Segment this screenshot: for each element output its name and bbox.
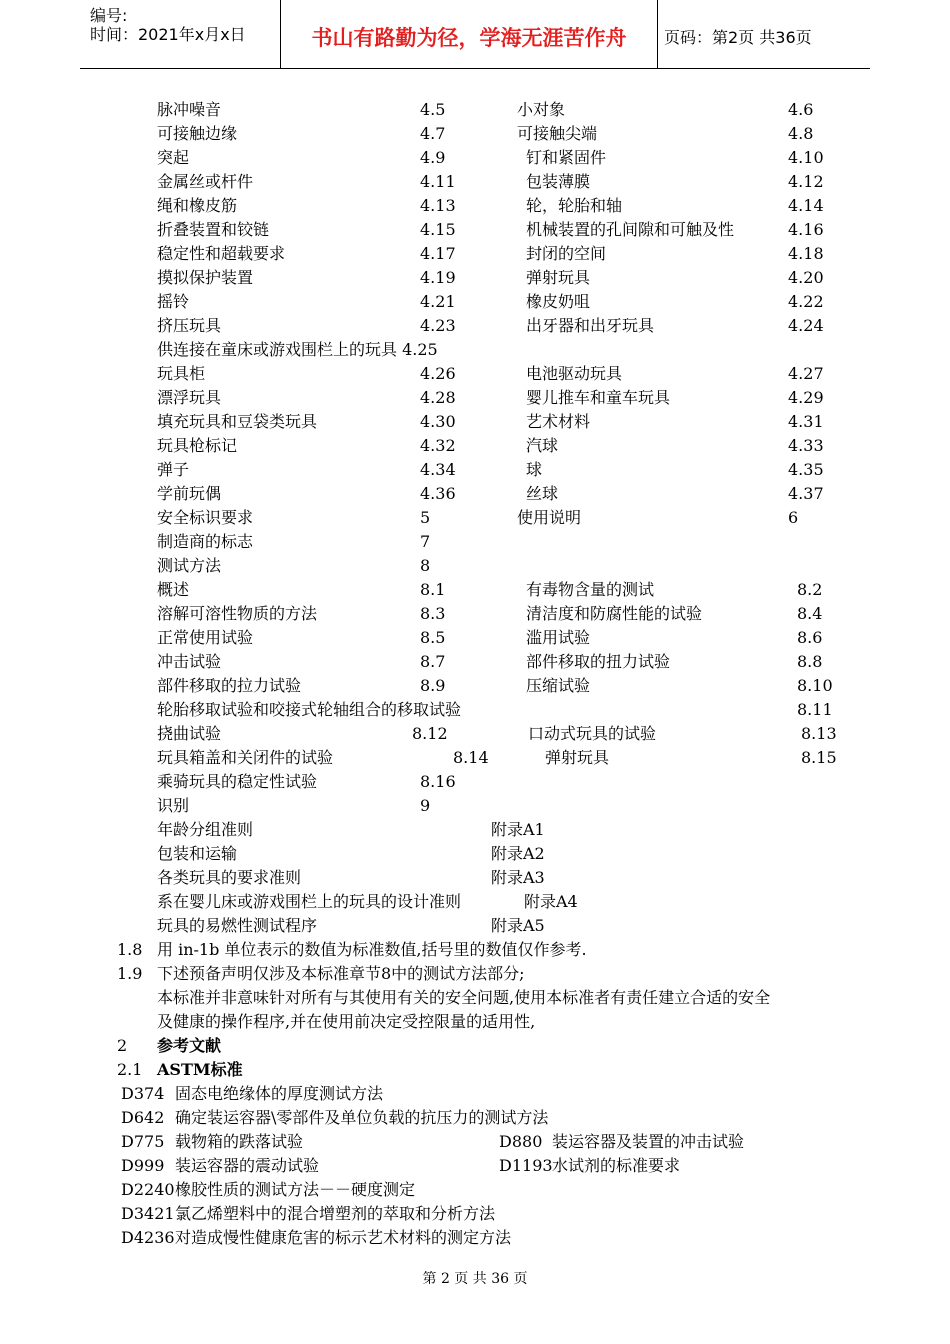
appendix-number: 附录A1 bbox=[491, 820, 545, 839]
toc-item-number: 8.2 bbox=[797, 580, 823, 599]
toc-item-number: 4.5 bbox=[420, 100, 446, 119]
appendix-title: 年龄分组准则 bbox=[157, 820, 254, 839]
toc-item-title: 冲击试验 bbox=[157, 652, 222, 671]
toc-item-title: 玩具箱盖和关闭件的试验 bbox=[157, 748, 334, 767]
appendix-number: 附录A4 bbox=[524, 892, 578, 911]
header-motto: 书山有路勤为径，学海无涯苦作舟 bbox=[311, 26, 627, 50]
toc-item-title: 口动式玩具的试验 bbox=[528, 724, 657, 743]
toc-item-title: 使用说明 bbox=[517, 508, 582, 527]
toc-item-number: 4.16 bbox=[788, 220, 824, 239]
toc-item-title: 弹射玩具 bbox=[526, 268, 591, 287]
toc-item-title: 轮，轮胎和轴 bbox=[526, 196, 623, 215]
reference-title: 确定装运容器\零部件及单位负载的抗压力的测试方法 bbox=[175, 1108, 549, 1127]
toc-item-number: 4.35 bbox=[788, 460, 824, 479]
toc-item-title: 正常使用试验 bbox=[157, 628, 254, 647]
toc-item-number: 4.21 bbox=[420, 292, 456, 311]
toc-item-number: 8.7 bbox=[420, 652, 446, 671]
toc-item-title: 部件移取的扭力试验 bbox=[526, 652, 671, 671]
toc-item-title: 玩具枪标记 bbox=[157, 436, 238, 455]
toc-item-title: 可接触尖端 bbox=[517, 124, 598, 143]
toc-item-number: 8.11 bbox=[797, 700, 833, 719]
toc-item-number: 4.18 bbox=[788, 244, 824, 263]
toc-item-title: 弹子 bbox=[157, 460, 190, 479]
appendix-number: 附录A3 bbox=[491, 868, 545, 887]
section-number: 2 bbox=[117, 1036, 128, 1055]
reference-code: D880 bbox=[499, 1132, 543, 1151]
toc-item-title: 可接触边缘 bbox=[157, 124, 238, 143]
reference-code: D775 bbox=[121, 1132, 165, 1151]
toc-item-number: 4.33 bbox=[788, 436, 824, 455]
toc-item-title: 折叠装置和铰链 bbox=[157, 220, 270, 239]
toc-item-number: 4.17 bbox=[420, 244, 456, 263]
toc-item-number: 4.29 bbox=[788, 388, 824, 407]
toc-item-title: 橡皮奶咀 bbox=[526, 292, 591, 311]
appendix-title: 系在婴儿床或游戏围栏上的玩具的设计准则 bbox=[157, 892, 462, 911]
toc-item-title: 小对象 bbox=[517, 100, 566, 119]
toc-item-number: 4.10 bbox=[788, 148, 824, 167]
appendix-number: 附录A5 bbox=[491, 916, 545, 935]
toc-item-number: 8.6 bbox=[797, 628, 823, 647]
toc-item-title: 制造商的标志 bbox=[157, 532, 254, 551]
toc-item-title: 识别 bbox=[157, 796, 190, 815]
reference-code: D642 bbox=[121, 1108, 165, 1127]
section-number: 1.9 bbox=[117, 964, 143, 983]
appendix-title: 各类玩具的要求准则 bbox=[157, 868, 302, 887]
toc-item-number: 4.8 bbox=[788, 124, 814, 143]
reference-title: 固态电绝缘体的厚度测试方法 bbox=[175, 1084, 384, 1103]
toc-item-number: 8.1 bbox=[420, 580, 446, 599]
header-page-info: 页码：第2页 共36页 bbox=[664, 28, 812, 47]
toc-item-number: 4.36 bbox=[420, 484, 456, 503]
toc-item-number: 4.6 bbox=[788, 100, 814, 119]
toc-item-title: 绳和橡皮筋 bbox=[157, 196, 238, 215]
toc-item-number: 5 bbox=[420, 508, 431, 527]
toc-item-number: 4.27 bbox=[788, 364, 824, 383]
appendix-number: 附录A2 bbox=[491, 844, 545, 863]
toc-item-title: 稳定性和超载要求 bbox=[157, 244, 286, 263]
toc-item-number: 8.13 bbox=[801, 724, 837, 743]
toc-item-title: 金属丝或杆件 bbox=[157, 172, 254, 191]
toc-item-number: 4.31 bbox=[788, 412, 824, 431]
toc-item-number: 4.12 bbox=[788, 172, 824, 191]
toc-item-title: 电池驱动玩具 bbox=[526, 364, 623, 383]
toc-item-title: 机械装置的孔间隙和可触及性 bbox=[526, 220, 735, 239]
toc-item-title: 挠曲试验 bbox=[157, 724, 222, 743]
toc-item-title: 突起 bbox=[157, 148, 190, 167]
toc-item-title: 压缩试验 bbox=[526, 676, 591, 695]
section-number: 1.8 bbox=[117, 940, 143, 959]
reference-title: 对造成慢性健康危害的标示艺术材料的测定方法 bbox=[175, 1228, 512, 1247]
toc-item-number: 4.30 bbox=[420, 412, 456, 431]
document-number-label: 编号: bbox=[90, 6, 128, 25]
toc-item-title: 测试方法 bbox=[157, 556, 222, 575]
reference-code: D4236 bbox=[121, 1228, 175, 1247]
toc-item-title: 概述 bbox=[157, 580, 190, 599]
appendix-title: 包装和运输 bbox=[157, 844, 238, 863]
toc-item-title: 轮胎移取试验和咬接式轮轴组合的移取试验 bbox=[157, 700, 462, 719]
toc-item-number: 4.26 bbox=[420, 364, 456, 383]
page-footer: 第 2 页 共 36 页 bbox=[422, 1271, 528, 1287]
toc-item-number: 4.32 bbox=[420, 436, 456, 455]
toc-item-number: 4.7 bbox=[420, 124, 446, 143]
toc-item-title: 清洁度和防腐性能的试验 bbox=[526, 604, 703, 623]
toc-item-title: 摸拟保护装置 bbox=[157, 268, 254, 287]
header-divider bbox=[657, 0, 658, 68]
toc-item-title: 封闭的空间 bbox=[526, 244, 607, 263]
toc-item-number: 4.11 bbox=[420, 172, 456, 191]
section-number: 2.1 bbox=[117, 1060, 143, 1079]
toc-item-number: 4.13 bbox=[420, 196, 456, 215]
toc-item-title: 脉冲噪音 bbox=[157, 100, 222, 119]
section-heading: ASTM标准 bbox=[157, 1060, 243, 1079]
toc-item-title: 乘骑玩具的稳定性试验 bbox=[157, 772, 318, 791]
appendix-title: 玩具的易燃性测试程序 bbox=[157, 916, 318, 935]
toc-item-number: 9 bbox=[420, 796, 431, 815]
toc-item-number: 8.12 bbox=[412, 724, 448, 743]
toc-item-number: 4.14 bbox=[788, 196, 824, 215]
toc-item-title: 部件移取的拉力试验 bbox=[157, 676, 302, 695]
toc-item-title: 丝球 bbox=[526, 484, 559, 503]
toc-item-title: 滥用试验 bbox=[526, 628, 591, 647]
toc-item-number: 6 bbox=[788, 508, 799, 527]
toc-item-title: 玩具柜 bbox=[157, 364, 206, 383]
reference-title: 水试剂的标准要求 bbox=[552, 1156, 681, 1175]
toc-item-number: 4.24 bbox=[788, 316, 824, 335]
toc-item-title: 有毒物含量的测试 bbox=[526, 580, 655, 599]
reference-title: 装运容器的震动试验 bbox=[175, 1156, 320, 1175]
toc-item-number: 8.5 bbox=[420, 628, 446, 647]
toc-item-title: 包装薄膜 bbox=[526, 172, 591, 191]
toc-item-title: 艺术材料 bbox=[526, 412, 591, 431]
toc-item-number: 4.19 bbox=[420, 268, 456, 287]
toc-item-number: 8.4 bbox=[797, 604, 823, 623]
toc-item-title: 漂浮玩具 bbox=[157, 388, 222, 407]
reference-title: 氯乙烯塑料中的混合增塑剂的萃取和分析方法 bbox=[175, 1204, 496, 1223]
reference-code: D3421 bbox=[121, 1204, 175, 1223]
toc-item-number: 8 bbox=[420, 556, 431, 575]
reference-code: D2240 bbox=[121, 1180, 175, 1199]
toc-item-title: 婴儿推车和童车玩具 bbox=[526, 388, 671, 407]
toc-item-number: 4.37 bbox=[788, 484, 824, 503]
toc-item-number: 7 bbox=[420, 532, 431, 551]
toc-item-number: 4.15 bbox=[420, 220, 456, 239]
reference-code: D1193 bbox=[499, 1156, 553, 1175]
toc-item-title: 汽球 bbox=[526, 436, 559, 455]
toc-item-title: 学前玩偶 bbox=[157, 484, 222, 503]
reference-title: 装运容器及装置的冲击试验 bbox=[552, 1132, 745, 1151]
toc-item-number: 8.15 bbox=[801, 748, 837, 767]
reference-title: 橡胶性质的测试方法－－硬度测定 bbox=[175, 1180, 416, 1199]
toc-item-title: 填充玩具和豆袋类玩具 bbox=[157, 412, 318, 431]
toc-item-number: 8.3 bbox=[420, 604, 446, 623]
toc-item-title: 安全标识要求 bbox=[157, 508, 254, 527]
page-header bbox=[80, 0, 870, 69]
section-text: 用 in-1b 单位表示的数值为标准数值,括号里的数值仅作参考. bbox=[157, 940, 587, 959]
toc-item-number: 8.16 bbox=[420, 772, 456, 791]
header-divider bbox=[280, 0, 281, 68]
toc-item-number: 4.23 bbox=[420, 316, 456, 335]
section-text: 本标准并非意味针对所有与其使用有关的安全问题,使用本标准者有责任建立合适的安全 bbox=[157, 988, 771, 1007]
toc-item-title: 球 bbox=[526, 460, 543, 479]
toc-item-title: 弹射玩具 bbox=[545, 748, 610, 767]
toc-item-number: 8.10 bbox=[797, 676, 833, 695]
reference-code: D999 bbox=[121, 1156, 165, 1175]
reference-title: 载物箱的跌落试验 bbox=[175, 1132, 304, 1151]
section-heading: 参考文献 bbox=[157, 1036, 222, 1055]
toc-item-title: 供连接在童床或游戏围栏上的玩具 4.25 bbox=[157, 340, 438, 359]
toc-item-number: 4.22 bbox=[788, 292, 824, 311]
toc-item-number: 8.14 bbox=[453, 748, 489, 767]
toc-item-number: 4.34 bbox=[420, 460, 456, 479]
toc-item-title: 溶解可溶性物质的方法 bbox=[157, 604, 318, 623]
toc-item-title: 出牙器和出牙玩具 bbox=[526, 316, 655, 335]
section-text: 及健康的操作程序,并在使用前决定受控限量的适用性, bbox=[157, 1012, 536, 1031]
toc-item-number: 4.20 bbox=[788, 268, 824, 287]
toc-item-number: 8.8 bbox=[797, 652, 823, 671]
toc-item-title: 摇铃 bbox=[157, 292, 190, 311]
toc-item-title: 钉和紧固件 bbox=[526, 148, 607, 167]
toc-item-number: 4.28 bbox=[420, 388, 456, 407]
toc-item-number: 8.9 bbox=[420, 676, 446, 695]
section-text: 下述预备声明仅涉及本标准章节8中的测试方法部分; bbox=[157, 964, 525, 983]
document-time-label: 时间：2021年x月x日 bbox=[90, 25, 246, 44]
toc-item-number: 4.9 bbox=[420, 148, 446, 167]
toc-item-title: 挤压玩具 bbox=[157, 316, 222, 335]
reference-code: D374 bbox=[121, 1084, 165, 1103]
